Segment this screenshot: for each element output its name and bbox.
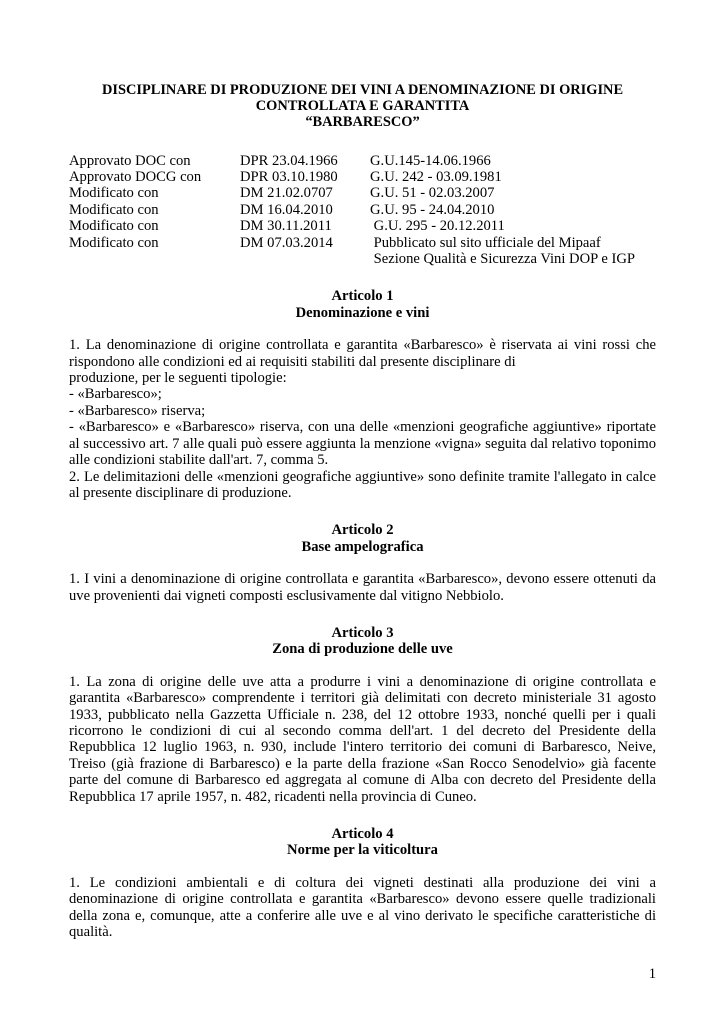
approval-gazette: Sezione Qualità e Sicurezza Vini DOP e IGP [370, 251, 635, 268]
list-item: - «Barbaresco»; [69, 386, 162, 403]
approval-decree: DM 30.11.2011 [240, 218, 332, 235]
paragraph: 2. Le delimitazioni delle «menzioni geografiche aggiuntive» sono definite tramite l'allegato in calce al presente disciplinare di produzione. [69, 468, 656, 501]
paragraph: 1. La zona di origine delle uve atta a produrre i vini a denominazione di origine controllata e garantita «Barbaresco» comprendente i territori già delimitati con decreto ministeriale 31 agosto 1933, pubblicato nella Gazzetta Ufficiale n. 238, del 12 ottobre 1933, nonché quelli per i quali ricorrono le condizioni di cui al secondo comma dell'art. 1 del decreto del Presidente della Repubblica 12 luglio 1963, n. 930, include l'intero territorio dei comuni di Barbaresco, Neive, Treiso (già frazione di Barbaresco) e la parte della frazione «San Rocco Senodelvio» già facente parte del comune di Barbaresco ed aggregata al comune di Alba con decreto del Presidente della Repubblica 17 aprile 1957, n. 482, ricadenti nella provincia di Cuneo. [69, 673, 656, 805]
article-subheading: Denominazione e vini [295, 304, 430, 321]
approval-label: Modificato con [69, 218, 159, 235]
article-subheading: Base ampelografica [301, 538, 424, 555]
approval-decree: DM 21.02.0707 [240, 185, 333, 202]
title-line: “BARBARESCO” [305, 114, 420, 131]
approval-decree: DM 07.03.2014 [240, 234, 333, 251]
article-3 [69, 625, 656, 805]
approval-gazette: G.U.145-14.06.1966 [370, 152, 491, 169]
approval-label: Modificato con [69, 185, 159, 202]
article-2 [69, 522, 656, 604]
list-item: - «Barbaresco» riserva; [69, 402, 206, 419]
approval-label: Approvato DOCG con [69, 169, 202, 186]
title-line: CONTROLLATA E GARANTITA [255, 98, 470, 115]
document-page [69, 82, 656, 940]
approvals-table [69, 153, 656, 268]
approval-decree: DPR 23.04.1966 [240, 152, 338, 169]
article-4 [69, 826, 656, 940]
article-body [69, 571, 656, 604]
article-body [69, 875, 656, 941]
article-body [69, 337, 656, 501]
article-heading: Articolo 2 [331, 522, 394, 539]
approval-row [69, 185, 656, 201]
approval-gazette: G.U. 95 - 24.04.2010 [370, 201, 495, 218]
list-item: - «Barbaresco» e «Barbaresco» riserva, con una delle «menzioni geografiche aggiuntive» riportate al successivo art. 7 alle quali può essere aggiunta la menzione «vigna» seguita dal relativo toponimo alle condizioni stabilite dall'art. 7, comma 5. [69, 419, 656, 469]
article-heading: Articolo 3 [331, 624, 394, 641]
approval-gazette: G.U. 51 - 02.03.2007 [370, 185, 495, 202]
article-body [69, 674, 656, 805]
approval-label: Approvato DOC con [69, 152, 191, 169]
approval-decree: DPR 03.10.1980 [240, 169, 338, 186]
approval-row [69, 153, 656, 169]
approval-label: Modificato con [69, 234, 159, 251]
approval-gazette: Pubblicato sul sito ufficiale del Mipaaf [370, 234, 601, 251]
paragraph: 1. Le condizioni ambientali e di coltura dei vigneti destinati alla produzione dei vini a denominazione di origine controllata e garantita «Barbaresco» devono essere quelle tradizionali della zona e, comunque, atte a conferire alle uve e al vino derivato le specifiche caratteristiche di qualità. [69, 874, 656, 941]
article-heading: Articolo 1 [331, 288, 394, 305]
page-number: 1 [648, 966, 656, 982]
approval-decree: DM 16.04.2010 [240, 201, 333, 218]
approval-decree [240, 251, 370, 267]
article-subheading: Zona di produzione delle uve [272, 641, 453, 658]
article-subheading: Norme per la viticoltura [287, 842, 438, 859]
paragraph: 1. La denominazione di origine controllata e garantita «Barbaresco» è riservata ai vini rossi che [69, 337, 656, 354]
approval-row [69, 202, 656, 218]
approval-row [69, 251, 656, 267]
document-title [69, 82, 656, 131]
approval-label: Modificato con [69, 201, 159, 218]
article-heading: Articolo 4 [331, 826, 394, 843]
paragraph: rispondono alle condizioni ed ai requisiti stabiliti dal presente disciplinare di [69, 353, 516, 370]
title-line: DISCIPLINARE DI PRODUZIONE DEI VINI A DENOMINAZIONE DI ORIGINE [101, 82, 624, 98]
approval-row [69, 235, 656, 251]
paragraph: produzione, per le seguenti tipologie: [69, 370, 287, 387]
approval-label [69, 251, 240, 267]
approval-row [69, 169, 656, 185]
paragraph: 1. I vini a denominazione di origine controllata e garantita «Barbaresco», devono essere ottenuti da uve provenienti dai vigneti composti esclusivamente dal vitigno Nebbiolo. [69, 571, 656, 604]
approval-gazette: G.U. 242 - 03.09.1981 [370, 169, 502, 186]
approval-gazette: G.U. 295 - 20.12.2011 [370, 218, 505, 235]
approval-row [69, 218, 656, 234]
article-1 [69, 288, 656, 501]
